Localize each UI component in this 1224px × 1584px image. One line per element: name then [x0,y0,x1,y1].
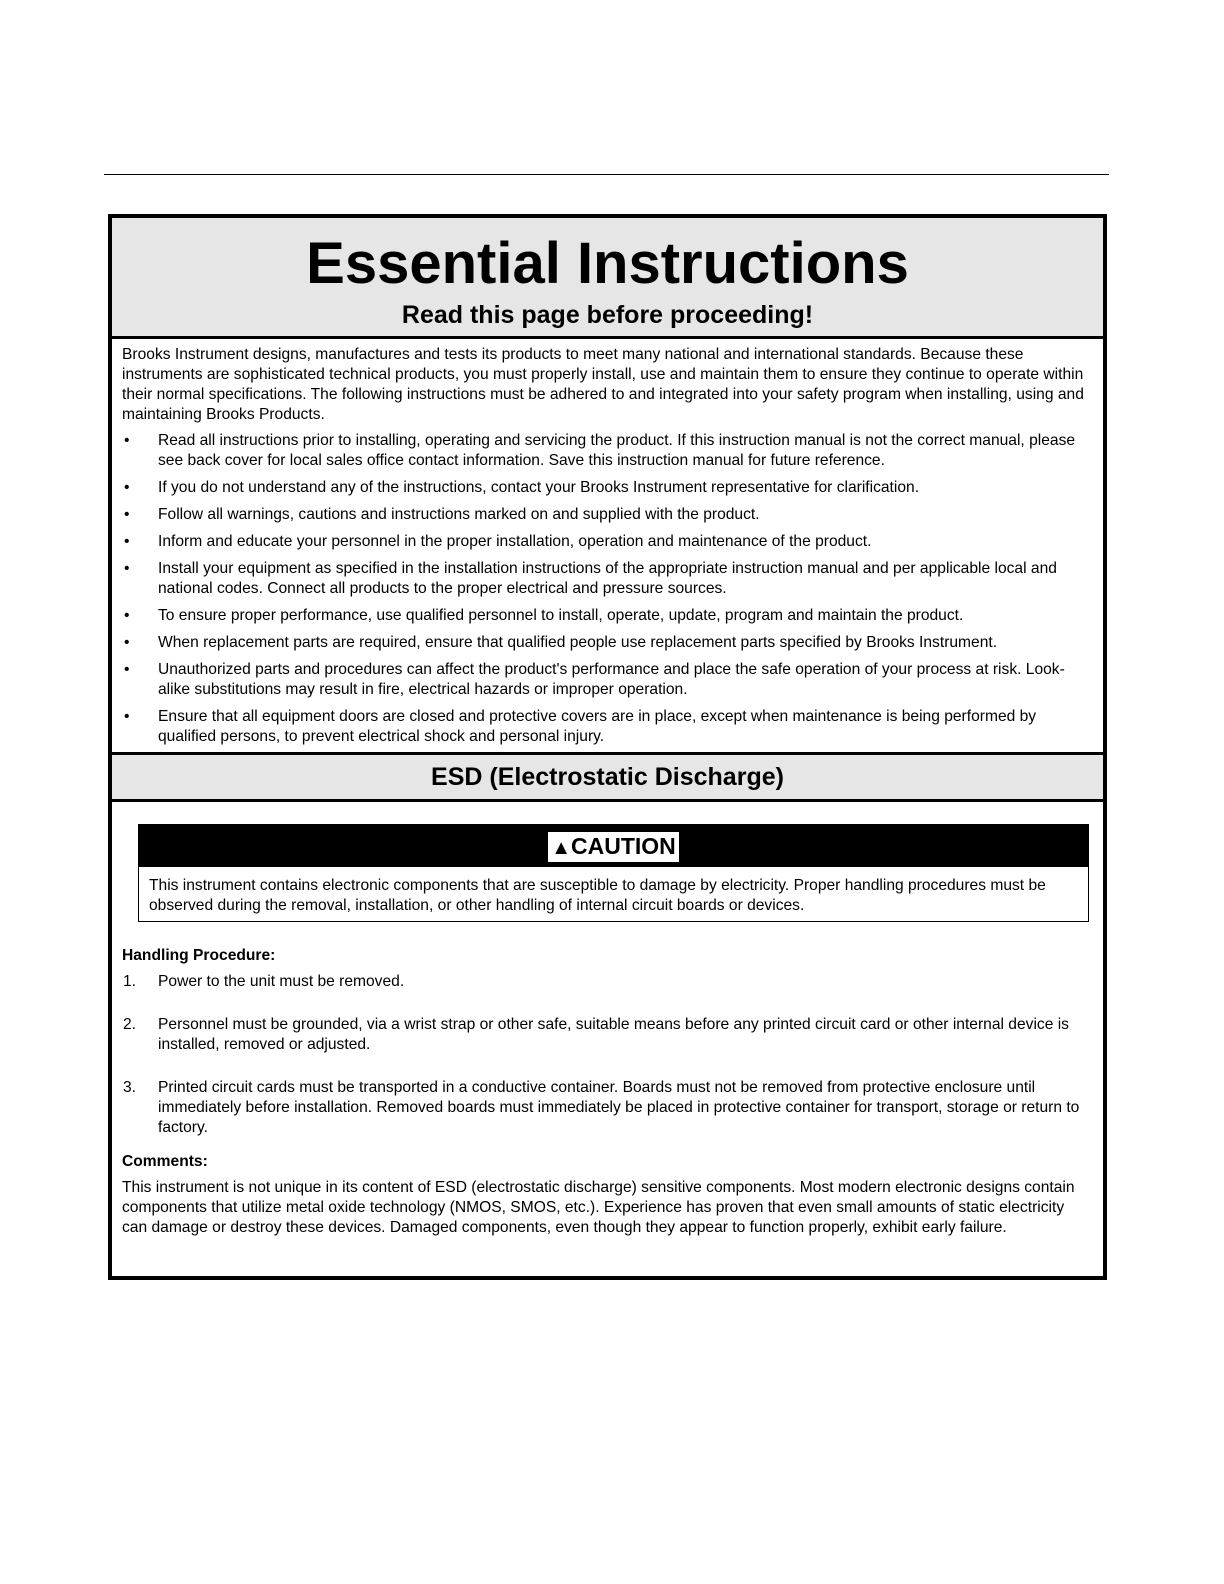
list-item [122,707,1093,747]
handling-section [112,946,1103,1238]
caution-bar [139,825,1088,867]
list-item [122,633,1093,653]
list-item-text: When replacement parts are required, ensure that qualified people use replacement parts specified by Brooks Instrument. [158,634,998,651]
list-item [122,606,1093,626]
list-item [122,660,1093,700]
bullet-icon: • [124,607,130,624]
list-item [122,972,1093,992]
bullet-icon: • [124,661,130,678]
bullet-icon: • [124,506,130,523]
bullet-icon: • [124,479,130,496]
list-item [122,559,1093,599]
list-item-text: To ensure proper performance, use qualified personnel to install, operate, update, program and maintain the product. [158,607,964,624]
comments-heading: Comments: [122,1153,208,1170]
step-number: 3. [123,1079,137,1096]
instruction-list [122,431,1093,747]
bullet-icon: • [124,634,130,651]
esd-section-title: ESD (Electrostatic Discharge) [112,752,1103,802]
list-item-text: If you do not understand any of the instructions, contact your Brooks Instrument representative for clarification. [158,479,920,496]
bullet-icon: • [124,432,130,449]
handling-steps [122,972,1093,1138]
list-item-text: Ensure that all equipment doors are closed and protective covers are in place, except when maintenance is being performed by qualified persons, to prevent electrical shock and personal injury. [158,708,1037,745]
list-item [122,1015,1093,1055]
step-number: 1. [123,973,137,990]
list-item [122,1078,1093,1138]
page-subtitle: Read this page before proceeding! [401,301,814,329]
comments-text: This instrument is not unique in its content of ESD (electrostatic discharge) sensitive components. Most modern electronic designs contain components that utilize metal oxide technology (NMOS, SMOS, etc.). Experience has proven that even small amounts of static electricity can damage or destroy these devices. Damaged components, even though they appear to function properly, exhibit early failure. [122,1179,1075,1236]
handling-heading: Handling Procedure: [122,947,276,964]
comments-section [122,1152,1093,1238]
step-text: Power to the unit must be removed. [158,973,405,990]
intro-section [112,339,1103,747]
list-item [122,478,1093,498]
caution-text: This instrument contains electronic components that are susceptible to damage by electricity. Proper handling procedures must be observed during the removal, installation, or other handling of internal circuit boards or devices. [149,877,1046,914]
caution-label-text: CAUTION [571,833,676,859]
page-title: Essential Instructions [306,231,909,296]
step-number: 2. [123,1016,137,1033]
list-item [122,532,1093,552]
bullet-icon: • [124,708,130,725]
top-horizontal-rule [104,174,1109,175]
essential-instructions-frame [108,214,1107,1280]
list-item-text: Install your equipment as specified in the installation instructions of the appropriate instruction manual and per applicable local and national codes. Connect all products to the proper electrical and pressure sources. [158,560,1057,597]
list-item-text: Follow all warnings, cautions and instructions marked on and supplied with the product. [158,506,760,523]
list-item [122,505,1093,525]
list-item-text: Read all instructions prior to installing, operating and servicing the product. If this instruction manual is not the correct manual, please see back cover for local sales office contact information. Save this instruction manual for future reference. [158,432,1076,469]
bullet-icon: • [124,533,130,550]
list-item [122,431,1093,471]
step-text: Personnel must be grounded, via a wrist strap or other safe, suitable means before any printed circuit card or other internal device is installed, removed or adjusted. [158,1016,1069,1053]
caution-box [138,824,1089,922]
list-item-text: Unauthorized parts and procedures can affect the product's performance and place the safe operation of your process at risk. Look-alike substitutions may result in fire, electrical hazards or improper operation. [158,661,1065,698]
list-item-text: Inform and educate your personnel in the proper installation, operation and maintenance of the product. [158,533,872,550]
essential-header [112,218,1103,339]
bullet-icon: • [124,560,130,577]
warning-triangle-icon: ▲ [551,837,571,859]
step-text: Printed circuit cards must be transported in a conductive container. Boards must not be removed from protective enclosure until immediately before installation. Removed boards must immediately be placed in protective container for transport, storage or return to factory. [158,1079,1080,1136]
intro-paragraph: Brooks Instrument designs, manufactures and tests its products to meet many national and international standards. Because these instruments are sophisticated technical products, you must properly install, use and maintain them to ensure they continue to operate within their normal specifications. The following instructions must be adhered to and integrated into your safety program when installing, using and maintaining Brooks Products. [122,346,1084,423]
caution-label [548,832,679,862]
